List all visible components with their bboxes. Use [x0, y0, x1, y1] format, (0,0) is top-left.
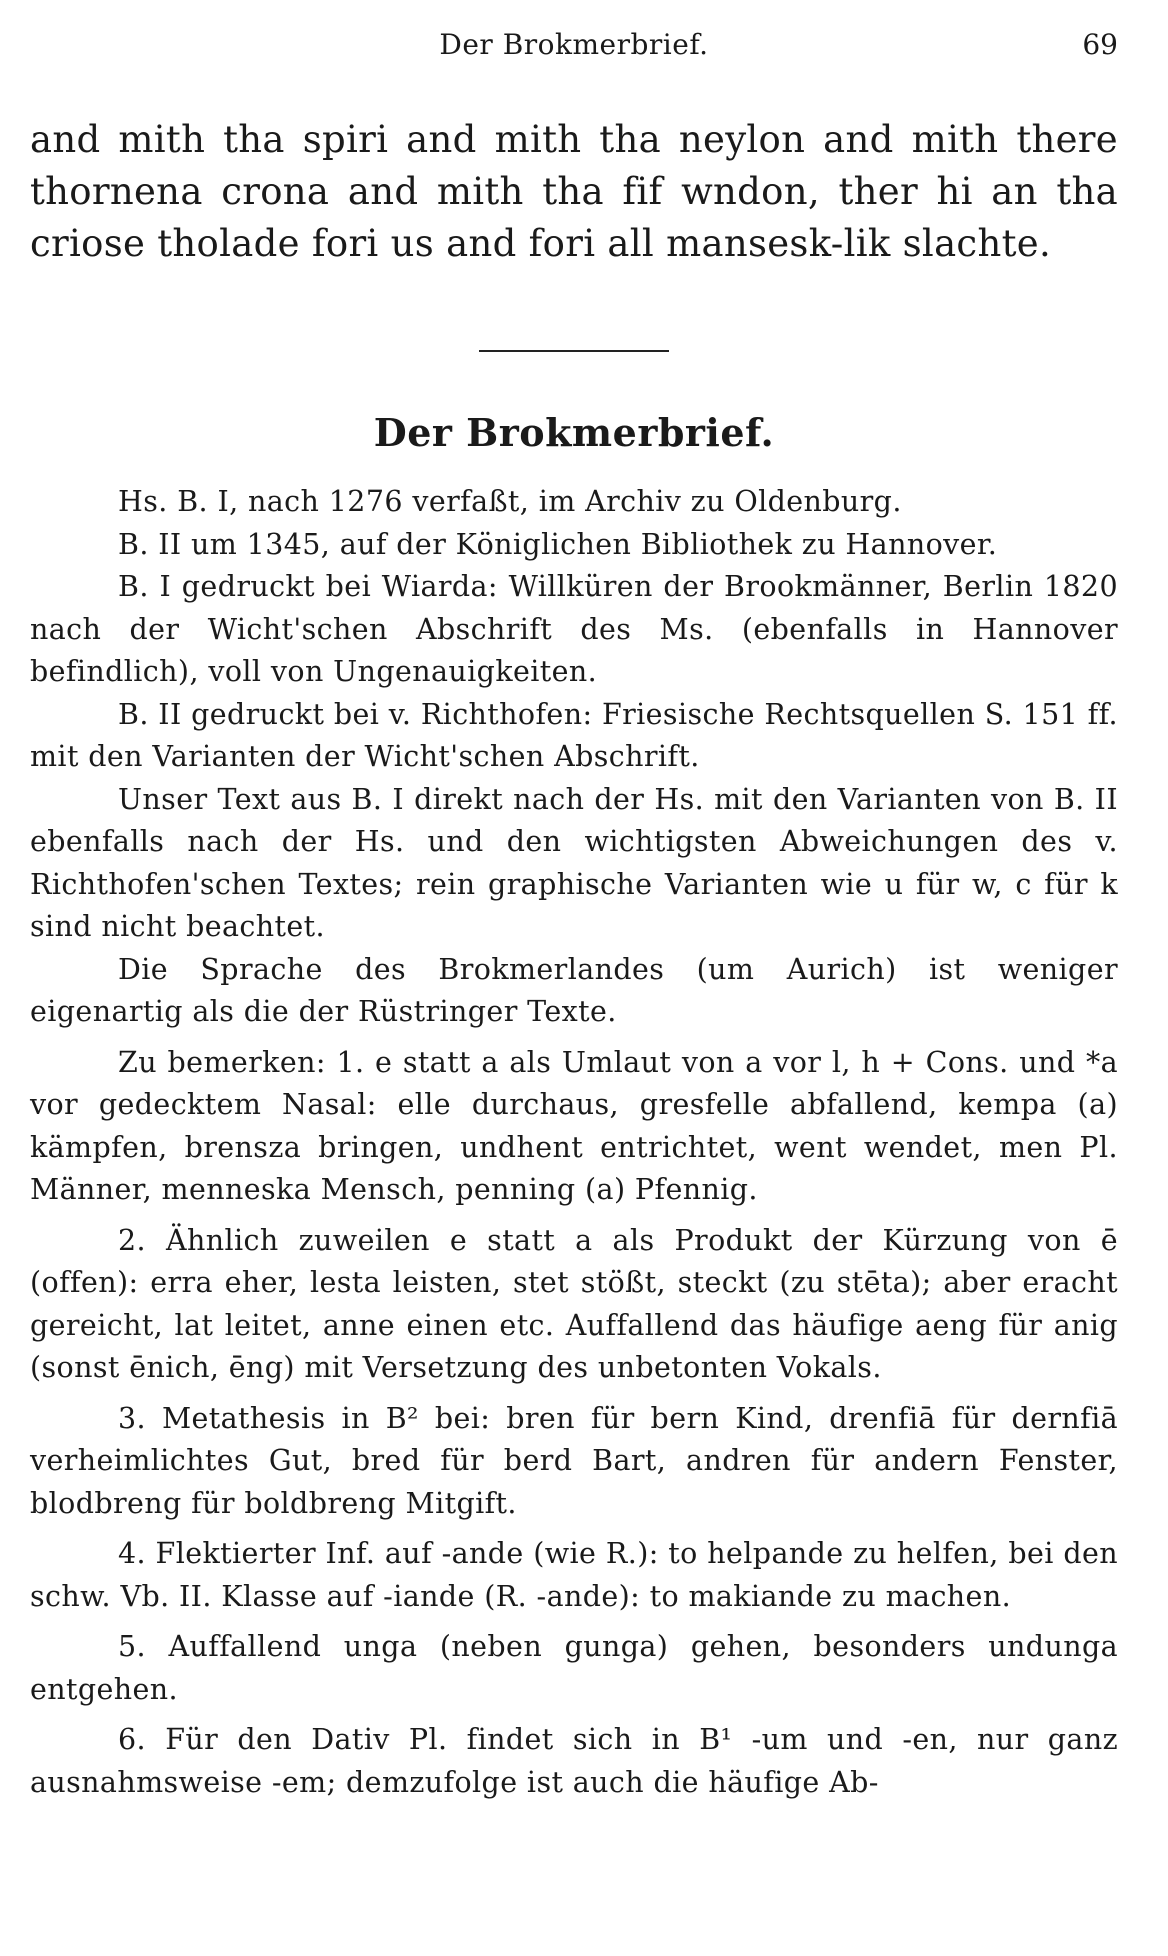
paragraph: B. II gedruckt bei v. Richthofen: Friesische Rechtsquellen S. 151 ff. mit den Varianten der Wicht'schen Abschrift. [30, 697, 1118, 773]
paragraph: 2. Ähnlich zuweilen e statt a als Produkt der Kürzung von ē (offen): erra eher, lesta leisten, stet stößt, steckt (zu stēta); aber eracht gereicht, lat leitet, anne einen etc. Auffallend das häufige aeng für anig (sonst ēnich, ēng) mit Versetzung des unbetonten Vokals. [30, 1223, 1118, 1384]
paragraph: 3. Metathesis in B² bei: bren für bern Kind, drenfiā für dernfiā verheimlichtes Gut, bred für berd Bart, andren für andern Fenster, blodbreng für boldbreng Mitgift. [30, 1401, 1118, 1520]
paragraph: 4. Flektierter Inf. auf -ande (wie R.): to helpande zu helfen, bei den schw. Vb. II. Klasse auf -iande (R. -ande): to makiande zu machen. [30, 1537, 1118, 1613]
continued-text: and mith tha spiri and mith tha neylon and mith there thornena crona and mith tha fif wndon, ther hi an tha criose tholade fori us and fori all mansesk-lik slachte. [30, 118, 1118, 265]
running-header [30, 22, 1118, 66]
section-title: Der Brokmerbrief. [373, 410, 775, 455]
paragraph: Unser Text aus B. I direkt nach der Hs. mit den Varianten von B. II ebenfalls nach der Hs. und den wichtigsten Abweichungen des v. Richthofen'schen Textes; rein graphische Varianten wie u für w, c für k sind nicht beachtet. [30, 782, 1118, 943]
section-divider [479, 350, 669, 352]
paragraph: 5. Auffallend unga (neben gunga) gehen, besonders undunga entgehen. [30, 1630, 1118, 1706]
paragraph: B. II um 1345, auf der Königlichen Bibliothek zu Hannover. [118, 527, 998, 561]
paragraph: Zu bemerken: 1. e statt a als Umlaut von a vor l, h + Cons. und *a vor gedecktem Nasal: elle durchaus, gresfelle abfallend, kempa (a) kämpfen, brensza bringen, undhent entrichtet, went wendet, men Pl. Männer, menneska Mensch, penning (a) Pfennig. [30, 1045, 1118, 1206]
paragraph: 6. Für den Dativ Pl. findet sich in B¹ -um und -en, nur ganz ausnahmsweise -em; demzufolge ist auch die häufige Ab- [30, 1723, 1118, 1799]
page-number: 69 [1082, 28, 1118, 61]
section-body [30, 481, 1118, 1804]
paragraph: Die Sprache des Brokmerlandes (um Aurich) ist weniger eigenartig als die der Rüstringer Texte. [30, 952, 1118, 1028]
document-page [30, 22, 1118, 1804]
paragraph: B. I gedruckt bei Wiarda: Willküren der Brookmänner, Berlin 1820 nach der Wicht'schen Abschrift des Ms. (ebenfalls in Hannover befindlich), voll von Ungenauigkeiten. [30, 570, 1118, 688]
running-title: Der Brokmerbrief. [439, 28, 709, 61]
paragraph: Hs. B. I, nach 1276 verfaßt, im Archiv zu Oldenburg. [118, 485, 902, 518]
